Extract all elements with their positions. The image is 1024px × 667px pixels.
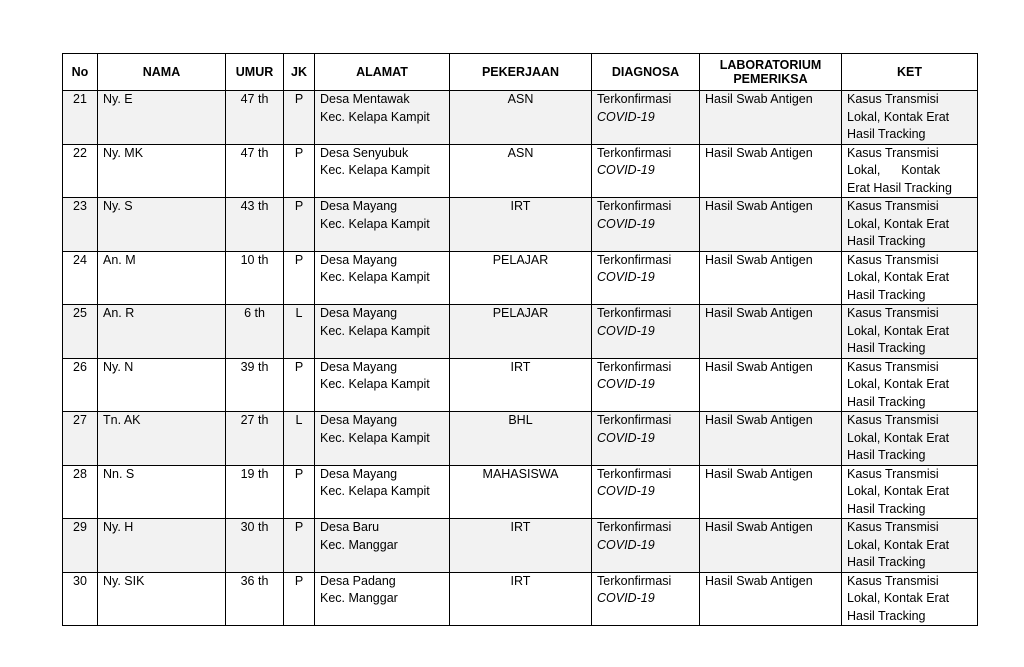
cell-diagnosa — [592, 572, 700, 626]
ket-line-2: Lokal, Kontak Erat — [847, 537, 950, 552]
diagnosa-status: Terkonfirmasi — [597, 359, 672, 374]
diagnosa-disease: COVID-19 — [597, 109, 655, 124]
cell-nama: An. R — [98, 305, 226, 359]
alamat-desa: Desa Mayang — [320, 359, 398, 374]
cell-alamat — [315, 251, 450, 305]
diagnosa-disease: COVID-19 — [597, 216, 655, 231]
ket-line-1: Kasus Transmisi — [847, 199, 939, 213]
cell-nama: Ny. E — [98, 91, 226, 145]
cell-diagnosa — [592, 91, 700, 145]
alamat-desa: Desa Mentawak — [320, 92, 410, 106]
cell-no: 22 — [63, 144, 98, 198]
ket-line-1: Kasus Transmisi — [847, 466, 939, 481]
cell-diagnosa — [592, 305, 700, 359]
ket-line-3: Hasil Tracking — [847, 555, 926, 569]
ket-line-2: Lokal, Kontak Erat — [847, 270, 950, 284]
table-header — [63, 54, 978, 91]
alamat-kecamatan: Kec. Kelapa Kampit — [320, 323, 430, 338]
ket-line-2: Lokal, Kontak — [847, 163, 941, 177]
ket-line-2: Lokal, Kontak Erat — [847, 109, 950, 124]
table-row — [63, 465, 978, 519]
cell-ket — [842, 198, 978, 252]
cell-diagnosa — [592, 465, 700, 519]
cell-nama: An. M — [98, 251, 226, 305]
cell-nama: Ny. MK — [98, 144, 226, 198]
ket-line-1: Kasus Transmisi — [847, 145, 939, 160]
cell-jk: P — [284, 91, 315, 145]
cell-umur: 47 th — [226, 144, 284, 198]
cell-no: 29 — [63, 519, 98, 573]
cell-ket — [842, 91, 978, 145]
cell-ket — [842, 519, 978, 573]
ket-line-1: Kasus Transmisi — [847, 92, 939, 106]
cell-nama: Nn. S — [98, 465, 226, 519]
ket-line-3: Hasil Tracking — [847, 448, 926, 462]
alamat-desa: Desa Senyubuk — [320, 145, 409, 160]
header-ket: KET — [842, 54, 978, 91]
cell-jk: P — [284, 144, 315, 198]
cell-pekerjaan: ASN — [450, 144, 592, 198]
ket-line-2: Lokal, Kontak Erat — [847, 430, 950, 445]
cell-alamat — [315, 358, 450, 412]
alamat-kecamatan: Kec. Manggar — [320, 591, 398, 605]
cell-pekerjaan: IRT — [450, 358, 592, 412]
ket-line-2: Lokal, Kontak Erat — [847, 216, 950, 231]
cell-ket — [842, 358, 978, 412]
ket-line-3: Hasil Tracking — [847, 234, 926, 248]
diagnosa-disease: COVID-19 — [597, 270, 655, 284]
cell-pekerjaan: IRT — [450, 572, 592, 626]
cell-umur: 19 th — [226, 465, 284, 519]
diagnosa-status: Terkonfirmasi — [597, 199, 672, 213]
header-pekerjaan: PEKERJAAN — [450, 54, 592, 91]
table-row — [63, 519, 978, 573]
diagnosa-status: Terkonfirmasi — [597, 92, 672, 106]
alamat-desa: Desa Padang — [320, 573, 396, 588]
header-laboratorium: LABORATORIUM PEMERIKSA — [700, 54, 842, 91]
cell-ket — [842, 305, 978, 359]
cell-diagnosa — [592, 198, 700, 252]
cell-jk: P — [284, 519, 315, 573]
ket-line-2: Lokal, Kontak Erat — [847, 377, 950, 391]
cell-alamat — [315, 198, 450, 252]
cell-jk: P — [284, 251, 315, 305]
cell-laboratorium: Hasil Swab Antigen — [700, 358, 842, 412]
cell-alamat — [315, 412, 450, 466]
cell-ket — [842, 251, 978, 305]
alamat-kecamatan: Kec. Kelapa Kampit — [320, 109, 430, 124]
cell-jk: L — [284, 305, 315, 359]
cell-umur: 27 th — [226, 412, 284, 466]
cell-umur: 36 th — [226, 572, 284, 626]
ket-line-3: Erat Hasil Tracking — [847, 180, 952, 195]
cell-alamat — [315, 91, 450, 145]
cell-no: 23 — [63, 198, 98, 252]
table-row — [63, 198, 978, 252]
cell-ket — [842, 412, 978, 466]
header-nama: NAMA — [98, 54, 226, 91]
cell-no: 27 — [63, 412, 98, 466]
diagnosa-disease: COVID-19 — [597, 591, 655, 605]
diagnosa-status: Terkonfirmasi — [597, 466, 672, 481]
diagnosa-disease: COVID-19 — [597, 323, 655, 338]
alamat-kecamatan: Kec. Kelapa Kampit — [320, 270, 430, 284]
alamat-desa: Desa Mayang — [320, 306, 398, 320]
cell-laboratorium: Hasil Swab Antigen — [700, 465, 842, 519]
table-row — [63, 412, 978, 466]
header-diagnosa: DIAGNOSA — [592, 54, 700, 91]
cell-umur: 6 th — [226, 305, 284, 359]
alamat-kecamatan: Kec. Kelapa Kampit — [320, 430, 430, 445]
cell-pekerjaan: IRT — [450, 519, 592, 573]
cell-diagnosa — [592, 519, 700, 573]
header-no: No — [63, 54, 98, 91]
cell-jk: P — [284, 465, 315, 519]
cell-jk: P — [284, 572, 315, 626]
cell-no: 28 — [63, 465, 98, 519]
cell-pekerjaan: PELAJAR — [450, 305, 592, 359]
diagnosa-disease: COVID-19 — [597, 430, 655, 445]
diagnosa-status: Terkonfirmasi — [597, 520, 672, 534]
cell-nama: Ny. S — [98, 198, 226, 252]
alamat-desa: Desa Mayang — [320, 466, 398, 481]
diagnosa-status: Terkonfirmasi — [597, 413, 672, 427]
alamat-kecamatan: Kec. Kelapa Kampit — [320, 216, 430, 231]
cell-laboratorium: Hasil Swab Antigen — [700, 572, 842, 626]
cell-jk: L — [284, 412, 315, 466]
cell-pekerjaan: BHL — [450, 412, 592, 466]
cell-laboratorium: Hasil Swab Antigen — [700, 144, 842, 198]
cell-diagnosa — [592, 358, 700, 412]
table-body — [63, 91, 978, 626]
ket-line-3: Hasil Tracking — [847, 127, 926, 141]
diagnosa-disease: COVID-19 — [597, 537, 655, 552]
ket-line-1: Kasus Transmisi — [847, 520, 939, 534]
diagnosa-status: Terkonfirmasi — [597, 252, 672, 267]
diagnosa-disease: COVID-19 — [597, 484, 655, 498]
table-row — [63, 358, 978, 412]
case-table — [62, 53, 978, 626]
cell-umur: 43 th — [226, 198, 284, 252]
table-row — [63, 91, 978, 145]
ket-line-2: Lokal, Kontak Erat — [847, 591, 950, 605]
ket-line-1: Kasus Transmisi — [847, 573, 939, 588]
diagnosa-status: Terkonfirmasi — [597, 145, 672, 160]
cell-laboratorium: Hasil Swab Antigen — [700, 305, 842, 359]
cell-diagnosa — [592, 412, 700, 466]
cell-no: 30 — [63, 572, 98, 626]
cell-no: 24 — [63, 251, 98, 305]
cell-nama: Ny. H — [98, 519, 226, 573]
table-row — [63, 305, 978, 359]
ket-line-2: Lokal, Kontak Erat — [847, 323, 950, 338]
cell-nama: Ny. N — [98, 358, 226, 412]
cell-umur: 47 th — [226, 91, 284, 145]
alamat-kecamatan: Kec. Kelapa Kampit — [320, 377, 430, 391]
cell-ket — [842, 465, 978, 519]
cell-no: 21 — [63, 91, 98, 145]
alamat-kecamatan: Kec. Kelapa Kampit — [320, 484, 430, 498]
cell-laboratorium: Hasil Swab Antigen — [700, 251, 842, 305]
alamat-desa: Desa Mayang — [320, 199, 398, 213]
cell-alamat — [315, 572, 450, 626]
header-alamat: ALAMAT — [315, 54, 450, 91]
ket-line-1: Kasus Transmisi — [847, 359, 939, 374]
cell-laboratorium: Hasil Swab Antigen — [700, 198, 842, 252]
table-row — [63, 251, 978, 305]
cell-jk: P — [284, 198, 315, 252]
alamat-desa: Desa Mayang — [320, 252, 398, 267]
cell-ket — [842, 572, 978, 626]
cell-umur: 30 th — [226, 519, 284, 573]
cell-no: 25 — [63, 305, 98, 359]
cell-alamat — [315, 465, 450, 519]
ket-line-3: Hasil Tracking — [847, 287, 926, 302]
ket-line-1: Kasus Transmisi — [847, 413, 939, 427]
cell-alamat — [315, 519, 450, 573]
cell-umur: 10 th — [226, 251, 284, 305]
table-row — [63, 572, 978, 626]
cell-pekerjaan: IRT — [450, 198, 592, 252]
alamat-desa: Desa Mayang — [320, 413, 398, 427]
ket-line-3: Hasil Tracking — [847, 608, 926, 623]
ket-line-1: Kasus Transmisi — [847, 306, 939, 320]
ket-line-2: Lokal, Kontak Erat — [847, 484, 950, 498]
alamat-kecamatan: Kec. Manggar — [320, 537, 398, 552]
cell-pekerjaan: ASN — [450, 91, 592, 145]
diagnosa-disease: COVID-19 — [597, 377, 655, 391]
cell-laboratorium: Hasil Swab Antigen — [700, 412, 842, 466]
cell-nama: Ny. SIK — [98, 572, 226, 626]
ket-line-3: Hasil Tracking — [847, 394, 926, 409]
header-umur: UMUR — [226, 54, 284, 91]
cell-alamat — [315, 144, 450, 198]
cell-diagnosa — [592, 251, 700, 305]
alamat-desa: Desa Baru — [320, 520, 380, 534]
ket-line-3: Hasil Tracking — [847, 341, 926, 355]
diagnosa-status: Terkonfirmasi — [597, 306, 672, 320]
table-row — [63, 144, 978, 198]
cell-ket — [842, 144, 978, 198]
alamat-kecamatan: Kec. Kelapa Kampit — [320, 163, 430, 177]
header-jk: JK — [284, 54, 315, 91]
cell-no: 26 — [63, 358, 98, 412]
cell-laboratorium: Hasil Swab Antigen — [700, 91, 842, 145]
diagnosa-disease: COVID-19 — [597, 163, 655, 177]
cell-diagnosa — [592, 144, 700, 198]
cell-laboratorium: Hasil Swab Antigen — [700, 519, 842, 573]
diagnosa-status: Terkonfirmasi — [597, 573, 672, 588]
cell-alamat — [315, 305, 450, 359]
ket-line-3: Hasil Tracking — [847, 501, 926, 516]
cell-pekerjaan: MAHASISWA — [450, 465, 592, 519]
ket-line-1: Kasus Transmisi — [847, 252, 939, 267]
cell-umur: 39 th — [226, 358, 284, 412]
cell-nama: Tn. AK — [98, 412, 226, 466]
cell-pekerjaan: PELAJAR — [450, 251, 592, 305]
cell-jk: P — [284, 358, 315, 412]
